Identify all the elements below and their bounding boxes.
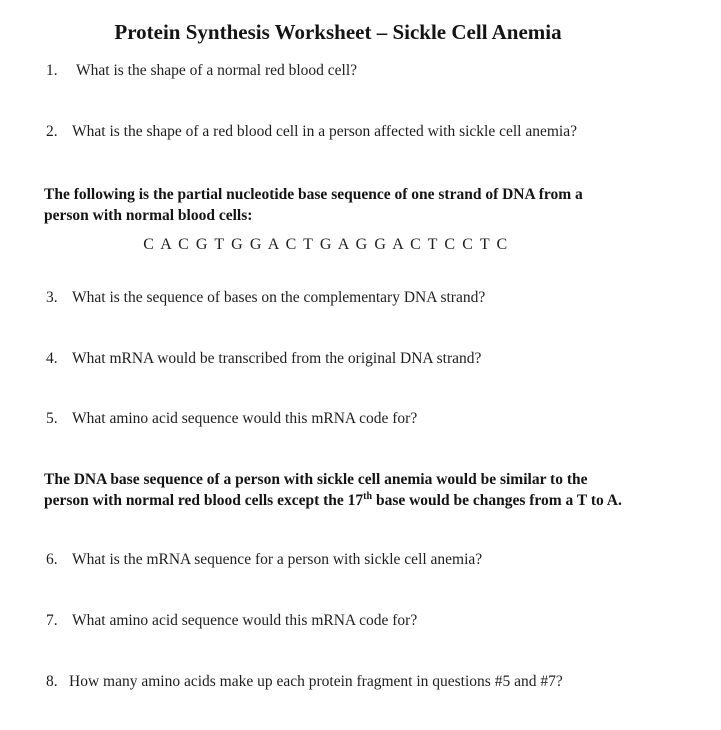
question-text: What is the sequence of bases on the complementary DNA strand? [72,289,486,306]
question-text: How many amino acids make up each protein fragment in questions #5 and #7? [69,673,563,690]
question-text: What is the mRNA sequence for a person with sickle cell anemia? [72,551,483,568]
question-4 [46,350,481,368]
question-number: 3. [46,289,58,306]
question-text: What is the shape of a normal red blood cell? [76,62,358,79]
question-number: 7. [46,612,58,629]
question-5 [46,410,417,428]
question-number: 4. [46,350,58,367]
question-number: 8. [46,673,58,690]
ordinal-suffix: th [363,490,373,502]
question-number: 5. [46,410,58,427]
worksheet-title: Protein Synthesis Worksheet – Sickle Cell Anemia [114,20,562,44]
question-3 [46,289,485,307]
sickle-paragraph [44,469,622,511]
intro-paragraph [44,184,583,226]
question-6 [46,551,482,569]
sickle-line-2-end: base would be changes from a T to A. [372,492,622,509]
question-text: What mRNA would be transcribed from the original DNA strand? [72,350,482,367]
sickle-line-1: The DNA base sequence of a person with sickle cell anemia would be similar to the [44,471,588,488]
sickle-line-2-start: person with normal red blood cells except the 17 [44,492,364,509]
question-text: What is the shape of a red blood cell in a person affected with sickle cell anemia? [72,123,577,140]
question-text: What amino acid sequence would this mRNA code for? [72,612,418,629]
question-7 [46,612,417,630]
question-number: 6. [46,551,58,568]
intro-line-1: The following is the partial nucleotide base sequence of one strand of DNA from a [44,186,583,203]
sickle-line-2 [44,490,622,511]
question-2 [46,123,577,141]
intro-line-2: person with normal blood cells: [44,207,253,224]
question-number: 2. [46,123,58,140]
question-number: 1. [46,62,58,79]
question-1 [46,62,357,80]
question-text: What amino acid sequence would this mRNA code for? [72,410,418,427]
question-8 [46,673,563,691]
dna-sequence: C A C G T G G A C T G A G G A C T C C T C [143,236,509,253]
